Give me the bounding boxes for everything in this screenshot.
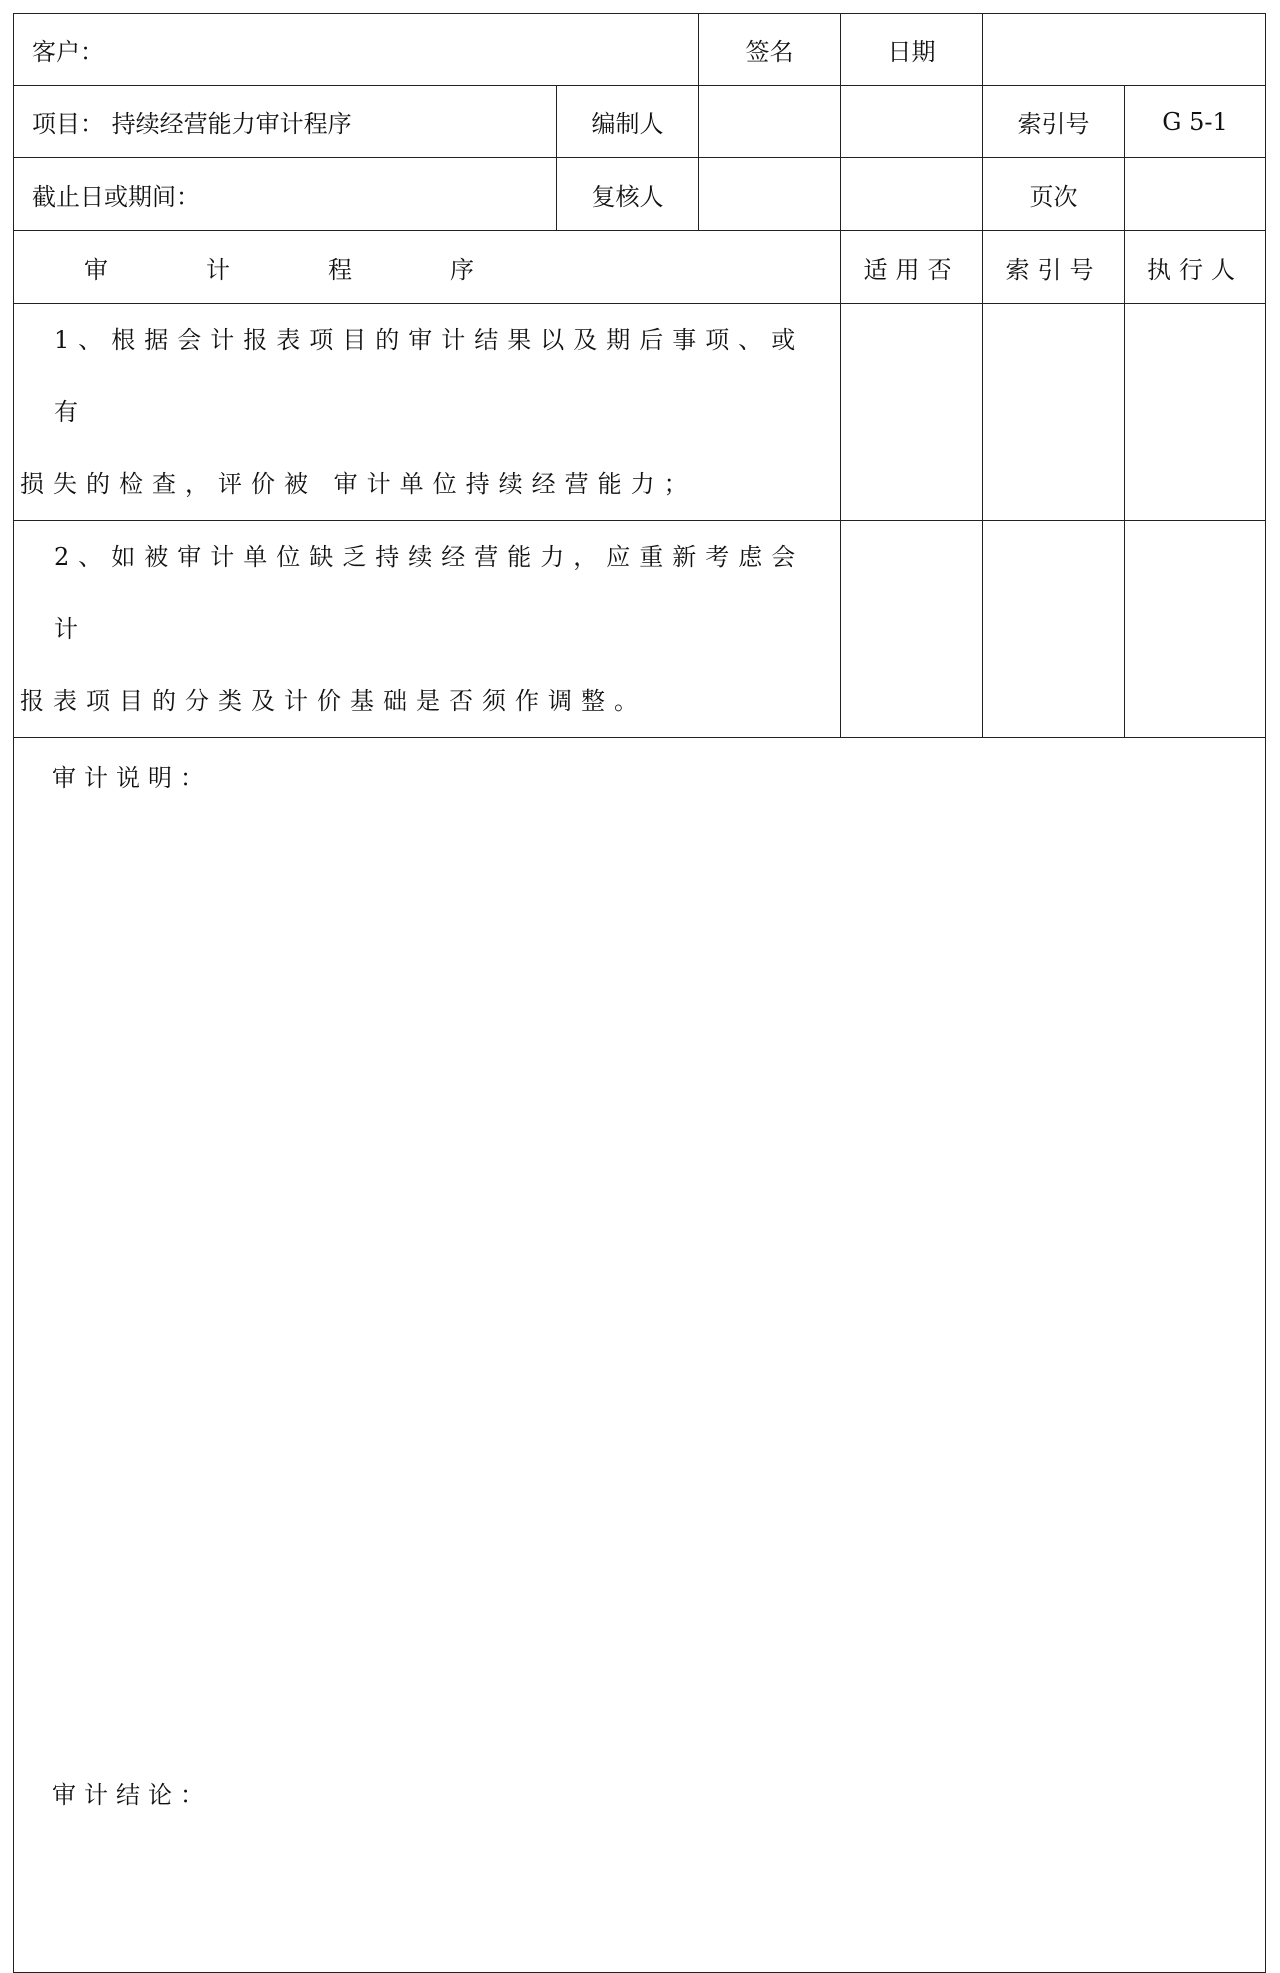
audit-procedure-form — [13, 13, 1266, 1973]
client-field[interactable] — [14, 14, 699, 86]
heading-char: 审 — [84, 255, 108, 284]
procedure-line: 2、如被审计单位缺乏持续经营能力，应重新考虑会计 — [54, 543, 805, 643]
page-label: 页次 — [983, 158, 1125, 231]
index-header: 索引号 — [983, 231, 1125, 304]
preparer-signature-field[interactable] — [699, 86, 841, 158]
heading-char: 计 — [206, 255, 230, 284]
heading-char: 程 — [328, 255, 352, 284]
procedure-text — [14, 304, 841, 521]
reviewer-label: 复核人 — [557, 158, 699, 231]
applicable-cell[interactable] — [841, 304, 983, 521]
executor-cell[interactable] — [1125, 304, 1266, 521]
preparer-label: 编制人 — [557, 86, 699, 158]
applicable-cell[interactable] — [841, 521, 983, 738]
procedure-row — [14, 521, 1266, 738]
preparer-date-field[interactable] — [841, 86, 983, 158]
executor-header: 执行人 — [1125, 231, 1266, 304]
project-label: 项目： 持续经营能力审计程序 — [14, 86, 557, 158]
index-label: 索引号 — [983, 86, 1125, 158]
procedure-line: 1、根据会计报表项目的审计结果以及期后事项、或有 — [54, 326, 805, 426]
heading-char: 序 — [450, 255, 474, 284]
page-value-field[interactable] — [1125, 158, 1266, 231]
date-label: 日期 — [841, 14, 983, 86]
reviewer-signature-field[interactable] — [699, 158, 841, 231]
index-cell[interactable] — [983, 521, 1125, 738]
signature-label: 签名 — [699, 14, 841, 86]
notes-area[interactable] — [14, 738, 1266, 1973]
header-blank-cell[interactable] — [983, 14, 1266, 86]
executor-cell[interactable] — [1125, 521, 1266, 738]
procedure-heading — [14, 231, 841, 304]
cutoff-label: 截止日或期间： — [14, 158, 557, 231]
reviewer-date-field[interactable] — [841, 158, 983, 231]
procedure-line: 报表项目的分类及计价基础是否须作调整。 — [20, 687, 647, 715]
audit-conclusion-label: 审计结论： — [52, 1781, 212, 1809]
procedure-line: 损失的检查，评价被 审计单位持续经营能力； — [20, 470, 697, 498]
audit-explanation-label: 审计说明： — [52, 764, 212, 792]
procedure-text — [14, 521, 841, 738]
applicable-header: 适用否 — [841, 231, 983, 304]
client-label: 客户： — [32, 38, 104, 66]
index-value: G 5-1 — [1125, 86, 1266, 158]
index-cell[interactable] — [983, 304, 1125, 521]
procedure-row — [14, 304, 1266, 521]
